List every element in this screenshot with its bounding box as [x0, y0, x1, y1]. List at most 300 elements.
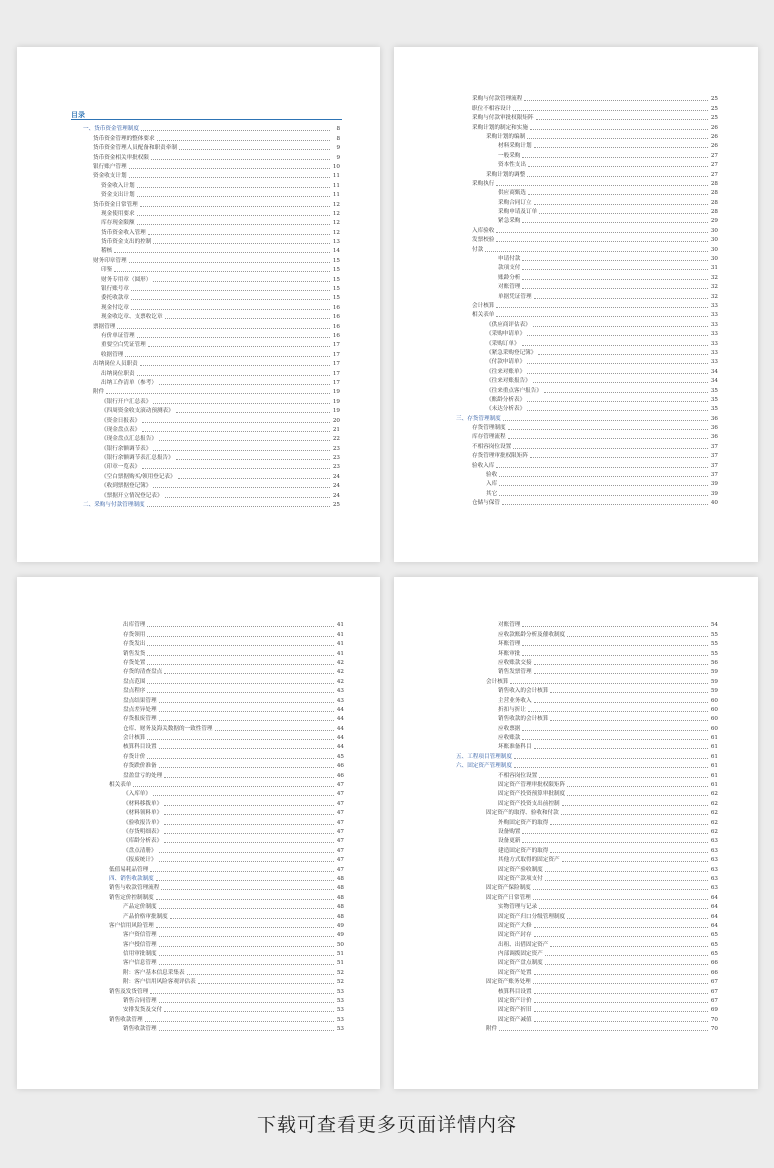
- toc-entry: [394, 883, 758, 892]
- toc-leader-dots: [567, 785, 708, 787]
- toc-entry-title: 不相容岗位设置: [472, 443, 512, 450]
- toc-entry: [394, 103, 758, 112]
- toc-entry-page-number: 62: [710, 828, 718, 835]
- toc-leader-dots: [562, 804, 708, 806]
- toc-entry-title: 银行账户管理: [93, 163, 127, 170]
- toc-entry-page-number: 69: [710, 1007, 718, 1014]
- toc-entry: [17, 171, 380, 180]
- toc-entry: [394, 329, 758, 338]
- toc-entry: [17, 789, 380, 798]
- toc-leader-dots: [530, 456, 708, 458]
- toc-entry: [394, 122, 758, 131]
- toc-entry-title: 附：客户基本信息采集表: [123, 969, 185, 976]
- toc-entry-title: 固定资产款项支付: [498, 875, 543, 882]
- toc-leader-dots: [164, 813, 334, 815]
- toc-entry: [17, 302, 380, 311]
- toc-entry-title: 实物管理与记录: [498, 904, 538, 911]
- toc-leader-dots: [534, 935, 708, 937]
- toc-entry-title: 销售定价控制制度: [109, 894, 154, 901]
- toc-leader-dots: [503, 419, 708, 421]
- toc-entry: [17, 761, 380, 770]
- toc-entry-page-number: 28: [710, 180, 718, 187]
- toc-entry-title: 固定资产投资预算审批制度: [498, 791, 566, 798]
- toc-entry-title: 出纳工作清单（参考）: [101, 379, 157, 386]
- toc-entry: [394, 113, 758, 122]
- toc-entry-title: 库存管理流程: [472, 434, 506, 441]
- toc-leader-dots: [496, 315, 708, 317]
- toc-entry-title: 附：客户信用风险客观评估表: [123, 979, 196, 986]
- toc-entry-page-number: 41: [336, 631, 344, 638]
- toc-leader-dots: [159, 766, 334, 768]
- toc-entry: [394, 188, 758, 197]
- toc-leader-dots: [522, 841, 708, 843]
- toc-entry: [17, 770, 380, 779]
- toc-entry-page-number: 12: [332, 229, 340, 236]
- toc-leader-dots: [153, 242, 330, 244]
- toc-entry: [17, 340, 380, 349]
- toc-entry-title: 资金支出计划: [101, 192, 135, 199]
- toc-entry-title: 相关表单: [472, 312, 495, 319]
- toc-entry: [17, 143, 380, 152]
- toc-entry-title: 盘点程序: [123, 688, 146, 695]
- toc-entry: [17, 930, 380, 939]
- toc-entry: [17, 742, 380, 751]
- toc-entry: [17, 1005, 380, 1014]
- toc-entry-title: 五、工程项目管理制度: [456, 753, 512, 760]
- toc-entry: [394, 686, 758, 695]
- toc-entry: [394, 977, 758, 986]
- toc-entry-page-number: 36: [710, 425, 718, 432]
- toc-entry: [17, 949, 380, 958]
- toc-entry: [17, 892, 380, 901]
- toc-entry-page-number: 27: [710, 171, 718, 178]
- toc-entry-page-number: 15: [332, 267, 340, 274]
- toc-leader-dots: [159, 963, 334, 965]
- toc-entry: [394, 141, 758, 150]
- toc-leader-dots: [140, 364, 330, 366]
- toc-entry-title: 主营业务收入: [498, 697, 532, 704]
- toc-entry-title: 《现金盘点汇总报告》: [101, 436, 157, 443]
- toc-entry: [17, 387, 380, 396]
- toc-entry-title: 客户授信管理: [123, 941, 157, 948]
- toc-entry-page-number: 42: [336, 678, 344, 685]
- toc-entry-title: 收据管理: [101, 351, 124, 358]
- toc-entry: [17, 883, 380, 892]
- toc-entry-page-number: 17: [332, 342, 340, 349]
- toc-entry-title: 采购计划的制定和实施: [472, 124, 528, 131]
- toc-entry: [394, 996, 758, 1005]
- toc-leader-dots: [164, 804, 334, 806]
- toc-entry-title: 采购与付款管理流程: [472, 96, 523, 103]
- toc-entry-page-number: 13: [332, 239, 340, 246]
- toc-entry-title: 仓库、财务及海关数据的一致性管理: [123, 725, 213, 732]
- toc-entry-page-number: 16: [332, 314, 340, 321]
- toc-entry-title: 验收: [486, 472, 498, 479]
- toc-leader-dots: [522, 268, 708, 270]
- toc-entry-page-number: 31: [710, 265, 718, 272]
- toc-entry-title: 《银行余额调节表汇总报告》: [101, 455, 174, 462]
- toc-entry-page-number: 53: [336, 1007, 344, 1014]
- toc-entry-page-number: 28: [710, 190, 718, 197]
- toc-entry: [394, 714, 758, 723]
- toc-entry-page-number: 55: [710, 631, 718, 638]
- toc-entry-title: 盘点结果管理: [123, 697, 157, 704]
- toc-entry: [17, 874, 380, 883]
- toc-entry: [394, 263, 758, 272]
- toc-entry-title: 《未达分析表》: [486, 406, 526, 413]
- toc-entry: [394, 761, 758, 770]
- toc-entry-page-number: 11: [332, 192, 340, 199]
- toc-entry: [394, 902, 758, 911]
- toc-entry-page-number: 64: [710, 913, 718, 920]
- toc-leader-dots: [485, 250, 708, 252]
- toc-entry: [394, 207, 758, 216]
- toc-leader-dots: [550, 945, 708, 947]
- toc-entry: [17, 817, 380, 826]
- toc-entry: [17, 199, 380, 208]
- toc-entry: [17, 500, 380, 509]
- toc-entry-page-number: 17: [332, 370, 340, 377]
- toc-leader-dots: [528, 710, 708, 712]
- toc-entry: [17, 415, 380, 424]
- toc-entry: [394, 892, 758, 901]
- toc-entry-title: 销售收款管理: [109, 1016, 143, 1023]
- toc-entry-title: 安排发货及交付: [123, 1007, 163, 1014]
- toc-entry-page-number: 62: [710, 791, 718, 798]
- toc-entry-page-number: 30: [710, 246, 718, 253]
- toc-entry-page-number: 59: [710, 688, 718, 695]
- toc-entry-title: 资金收支计划: [93, 173, 127, 180]
- toc-entry-title: 有价单证管理: [101, 332, 135, 339]
- toc-leader-dots: [545, 963, 708, 965]
- toc-entry: [394, 423, 758, 432]
- toc-leader-dots: [137, 374, 330, 376]
- toc-entry-page-number: 19: [332, 398, 340, 405]
- toc-leader-dots: [164, 823, 334, 825]
- toc-entry: [394, 705, 758, 714]
- toc-entry-title: 对账管理: [498, 622, 521, 629]
- toc-entry-title: 出纳岗位人员职责: [93, 361, 138, 368]
- toc-leader-dots: [527, 409, 708, 411]
- toc-entry: [394, 291, 758, 300]
- toc-entry-title: 货币资金相关审批权限: [93, 154, 149, 161]
- toc-entry-title: 重要空白凭证管理: [101, 342, 146, 349]
- toc-entry: [394, 648, 758, 657]
- toc-leader-dots: [131, 289, 330, 291]
- toc-entry: [394, 798, 758, 807]
- toc-leader-dots: [153, 449, 330, 451]
- toc-entry-title: 《往来对账报告》: [486, 378, 531, 385]
- toc-entry: [394, 160, 758, 169]
- toc-entry-title: 《采购订单》: [486, 340, 520, 347]
- toc-entry-page-number: 25: [332, 502, 340, 509]
- toc-leader-dots: [164, 832, 334, 834]
- toc-entry: [394, 808, 758, 817]
- toc-leader-dots: [508, 437, 708, 439]
- toc-entry: [17, 180, 380, 189]
- toc-entry-title: 《往来对账单》: [486, 368, 526, 375]
- toc-leader-dots: [550, 851, 708, 853]
- toc-leader-dots: [159, 954, 334, 956]
- toc-leader-dots: [510, 682, 708, 684]
- toc-entry-title: 《账龄分析表》: [486, 396, 526, 403]
- toc-entry: [17, 667, 380, 676]
- toc-entry-title: 出纳岗位职责: [101, 370, 135, 377]
- toc-entry-title: 固定资产计价: [498, 998, 532, 1005]
- toc-entry: [394, 282, 758, 291]
- toc-entry-page-number: 33: [710, 349, 718, 356]
- toc-leader-dots: [164, 776, 334, 778]
- toc-entries: [17, 124, 380, 509]
- toc-entry-title: 出租、出借固定资产: [498, 941, 549, 948]
- toc-entry: [17, 780, 380, 789]
- toc-entry-title: 《验收报告单》: [123, 819, 163, 826]
- toc-entry-title: 存货的清查盘点: [123, 669, 163, 676]
- toc-entry-page-number: 47: [336, 782, 344, 789]
- toc-leader-dots: [539, 212, 708, 214]
- toc-entry-page-number: 39: [710, 490, 718, 497]
- toc-entry-title: 资本性支出: [498, 162, 526, 169]
- toc-entry-title: 《印章一览表》: [101, 464, 141, 471]
- toc-entry-page-number: 16: [332, 323, 340, 330]
- toc-entry-page-number: 33: [710, 302, 718, 309]
- toc-title: 目录: [71, 110, 342, 120]
- toc-entry-page-number: 41: [336, 641, 344, 648]
- toc-entry-page-number: 65: [710, 941, 718, 948]
- toc-leader-dots: [527, 334, 708, 336]
- toc-leader-dots: [534, 672, 708, 674]
- toc-entry-page-number: 54: [710, 622, 718, 629]
- document-page-4: [394, 577, 758, 1089]
- toc-entry-title: 付款: [472, 246, 484, 253]
- toc-entry: [17, 331, 380, 340]
- toc-leader-dots: [562, 860, 708, 862]
- toc-entry-title: 申请付款: [498, 256, 521, 263]
- toc-entry: [17, 471, 380, 480]
- toc-leader-dots: [538, 353, 708, 355]
- toc-entry: [17, 629, 380, 638]
- toc-entry-title: 货币资金日常管理: [93, 201, 138, 208]
- toc-leader-dots: [147, 505, 330, 507]
- toc-entry-title: 内部调拨固定资产: [498, 951, 543, 958]
- toc-leader-dots: [117, 327, 330, 329]
- toc-leader-dots: [187, 973, 334, 975]
- toc-leader-dots: [534, 146, 708, 148]
- toc-entry: [17, 265, 380, 274]
- toc-leader-dots: [536, 118, 708, 120]
- toc-entry-title: 应收票据: [498, 725, 521, 732]
- toc-entry: [17, 714, 380, 723]
- toc-entry-page-number: 61: [710, 753, 718, 760]
- toc-leader-dots: [147, 682, 334, 684]
- toc-leader-dots: [534, 701, 708, 703]
- toc-leader-dots: [125, 355, 330, 357]
- toc-entry-page-number: 67: [710, 979, 718, 986]
- toc-entry-title: 存货处置: [123, 659, 146, 666]
- toc-entry-page-number: 32: [710, 284, 718, 291]
- toc-leader-dots: [567, 794, 708, 796]
- toc-entry-title: 《材料移拨单》: [123, 800, 163, 807]
- toc-entry-page-number: 24: [332, 492, 340, 499]
- toc-entry: [17, 406, 380, 415]
- toc-entry-page-number: 9: [336, 154, 340, 161]
- toc-entry-page-number: 51: [336, 960, 344, 967]
- toc-leader-dots: [522, 259, 708, 261]
- toc-leader-dots: [527, 400, 708, 402]
- toc-entry: [17, 695, 380, 704]
- caption-text: 下载可查看更多页面详情内容: [256, 1114, 517, 1136]
- toc-entry-title: 库存现金限额: [101, 220, 135, 227]
- toc-entry-title: 销售收款管理: [123, 1026, 157, 1033]
- toc-entry-page-number: 43: [336, 697, 344, 704]
- toc-entry: [17, 902, 380, 911]
- toc-entry-page-number: 41: [336, 622, 344, 629]
- toc-entry: [394, 751, 758, 760]
- toc-entry-title: 设备更新: [498, 838, 521, 845]
- toc-entry: [394, 385, 758, 394]
- toc-entry: [17, 209, 380, 218]
- toc-leader-dots: [527, 362, 708, 364]
- toc-leader-dots: [137, 336, 330, 338]
- toc-leader-dots: [159, 439, 330, 441]
- toc-entry-page-number: 37: [710, 443, 718, 450]
- toc-entry-title: 货币资金收入管理: [101, 229, 146, 236]
- toc-leader-dots: [137, 186, 330, 188]
- toc-entry-title: 一、货币资金管理制度: [83, 126, 139, 133]
- toc-entry-title: 设备购置: [498, 828, 521, 835]
- toc-leader-dots: [534, 663, 708, 665]
- toc-entry-title: 入库: [486, 481, 498, 488]
- toc-leader-dots: [545, 879, 708, 881]
- toc-entry-page-number: 44: [336, 725, 344, 732]
- toc-entry: [394, 958, 758, 967]
- toc-entry-page-number: 47: [336, 828, 344, 835]
- toc-entry-title: 盘盈盘亏的处理: [123, 772, 163, 779]
- toc-leader-dots: [150, 870, 334, 872]
- toc-entry-title: 《空白票据购买/领用登记表》: [101, 473, 176, 480]
- toc-entry-title: 款项支付: [498, 265, 521, 272]
- toc-entry-title: 会计核算: [472, 302, 495, 309]
- toc-entry-page-number: 48: [336, 913, 344, 920]
- toc-leader-dots: [522, 221, 708, 223]
- toc-entry-title: 销售及发货管理: [109, 988, 149, 995]
- toc-entry-title: 核算科目设置: [123, 744, 157, 751]
- toc-entry: [394, 770, 758, 779]
- toc-leader-dots: [567, 635, 708, 637]
- toc-entry-title: 产品定价制度: [123, 904, 157, 911]
- toc-entry-page-number: 53: [336, 1026, 344, 1033]
- toc-entry-title: 验收入库: [472, 462, 495, 469]
- toc-entry-title: 存货领用: [123, 631, 146, 638]
- toc-entry-title: 财务印章管理: [93, 257, 127, 264]
- toc-entry-title: 货币资金管理人员配备和职责牵制: [93, 145, 177, 152]
- toc-entry-title: 《材料领料单》: [123, 810, 163, 817]
- toc-leader-dots: [159, 1001, 334, 1003]
- toc-leader-dots: [496, 466, 708, 468]
- toc-entry: [394, 413, 758, 422]
- toc-leader-dots: [142, 421, 330, 423]
- toc-entry-page-number: 16: [332, 332, 340, 339]
- toc-entry-title: 坏账管理: [498, 641, 521, 648]
- document-page-1: [17, 47, 380, 562]
- toc-leader-dots: [147, 663, 334, 665]
- toc-entry-title: 低值易耗品管理: [109, 866, 149, 873]
- toc-entry-title: 客户信息管理: [123, 960, 157, 967]
- toc-leader-dots: [550, 719, 708, 721]
- toc-leader-dots: [159, 710, 334, 712]
- toc-entry: [394, 310, 758, 319]
- toc-leader-dots: [141, 129, 330, 131]
- toc-entry: [394, 244, 758, 253]
- toc-leader-dots: [522, 287, 708, 289]
- toc-entry: [394, 357, 758, 366]
- toc-entry-page-number: 49: [336, 922, 344, 929]
- toc-entry-title: 《银行开户汇总表》: [101, 398, 152, 405]
- toc-entry-title: 坏账准备科目: [498, 744, 532, 751]
- toc-entry: [17, 396, 380, 405]
- toc-entry: [17, 827, 380, 836]
- toc-entry: [17, 658, 380, 667]
- toc-entry-page-number: 33: [710, 321, 718, 328]
- toc-entry-page-number: 30: [710, 256, 718, 263]
- toc-entry-title: 固定资产折旧: [498, 1007, 532, 1014]
- toc-leader-dots: [137, 214, 330, 216]
- toc-entry-title: 盘点范围: [123, 678, 146, 685]
- toc-entry: [394, 272, 758, 281]
- toc-entry: [394, 169, 758, 178]
- toc-entry-page-number: 45: [336, 753, 344, 760]
- toc-entry-page-number: 41: [336, 650, 344, 657]
- toc-leader-dots: [129, 167, 330, 169]
- toc-entry-title: 《往来重点客户报告》: [486, 387, 542, 394]
- toc-leader-dots: [514, 757, 708, 759]
- toc-entry: [394, 94, 758, 103]
- toc-entry-page-number: 59: [710, 678, 718, 685]
- toc-leader-dots: [533, 325, 708, 327]
- toc-leader-dots: [508, 428, 708, 430]
- toc-entry-title: 存货跌价准备: [123, 763, 157, 770]
- toc-leader-dots: [496, 306, 708, 308]
- toc-leader-dots: [528, 165, 708, 167]
- toc-entry-title: 存货发出: [123, 641, 146, 648]
- toc-leader-dots: [156, 879, 334, 881]
- toc-leader-dots: [527, 175, 708, 177]
- toc-entry: [17, 312, 380, 321]
- toc-entry-title: 财务专用章（圆形）: [101, 276, 152, 283]
- toc-entry-page-number: 60: [710, 725, 718, 732]
- toc-leader-dots: [499, 484, 708, 486]
- toc-entry-page-number: 8: [336, 126, 340, 133]
- toc-entry: [17, 284, 380, 293]
- toc-entry-page-number: 47: [336, 857, 344, 864]
- toc-entry: [394, 930, 758, 939]
- document-page-2: [394, 47, 758, 562]
- toc-entry-page-number: 47: [336, 847, 344, 854]
- toc-leader-dots: [522, 156, 708, 158]
- toc-entry-title: 四、销售收款制度: [109, 875, 154, 882]
- toc-entry-title: 《入库单》: [123, 791, 151, 798]
- toc-entry-page-number: 61: [710, 735, 718, 742]
- toc-entry-page-number: 11: [332, 182, 340, 189]
- toc-entry-page-number: 44: [336, 735, 344, 742]
- toc-leader-dots: [533, 898, 708, 900]
- toc-entry-title: 《报废统计》: [123, 857, 157, 864]
- toc-entry-page-number: 30: [710, 237, 718, 244]
- toc-leader-dots: [147, 625, 334, 627]
- toc-entry: [394, 338, 758, 347]
- toc-entry-page-number: 26: [710, 143, 718, 150]
- toc-entry-page-number: 26: [710, 133, 718, 140]
